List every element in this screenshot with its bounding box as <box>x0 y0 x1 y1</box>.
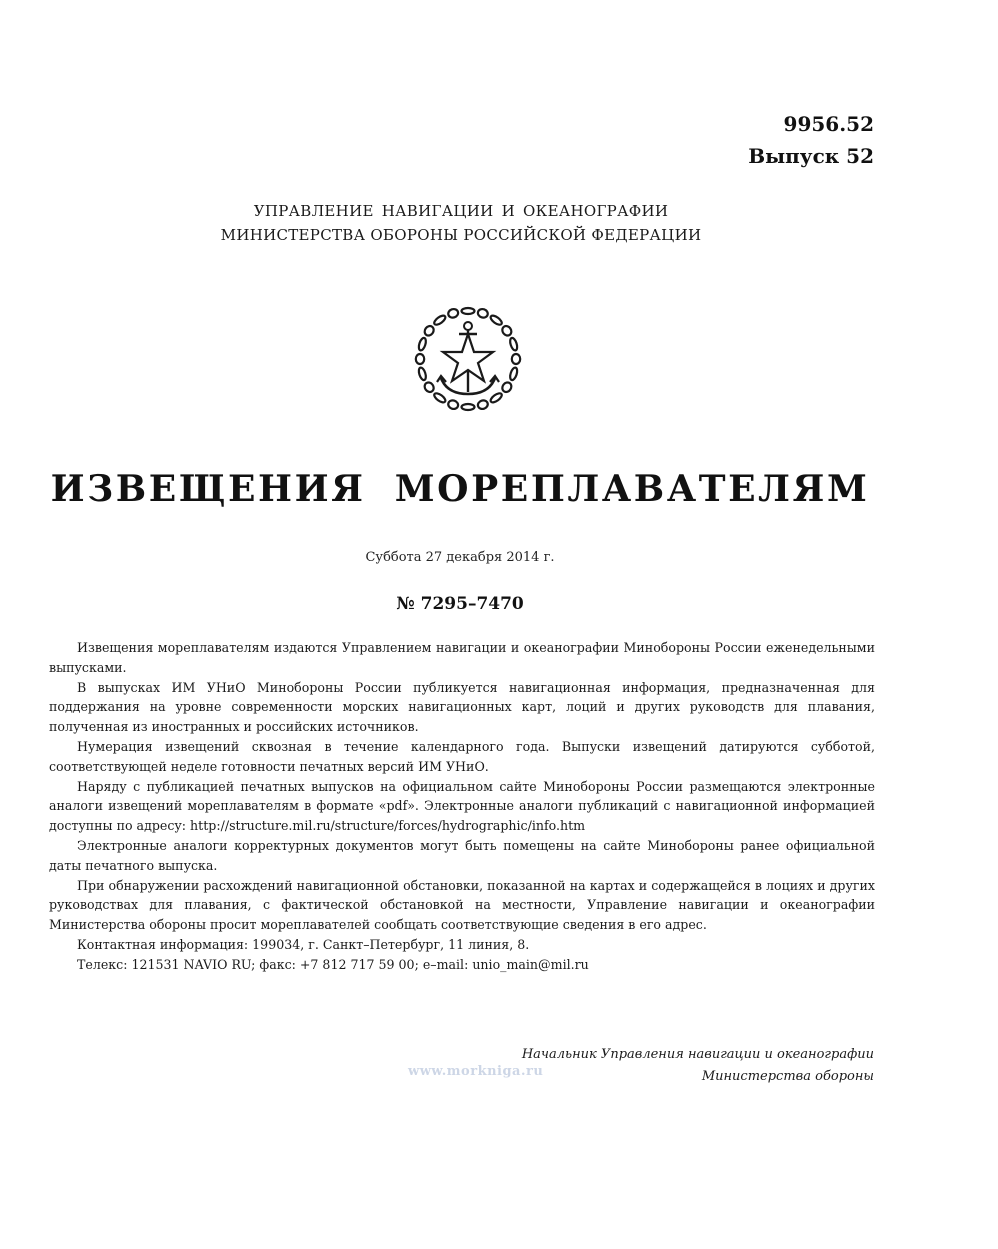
document-number: 9956.52 <box>783 112 874 136</box>
paragraph-electronic: Наряду с публикацией печатных выпусков на официальном сайте Минобороны России размещаются электронные аналоги извещений мореплавателям в формате «pdf». Электронные аналоги публикаций с навигационной информацией доступны по адресу: http://structure.mil.ru/structure/forces/hydrographic/info.htm <box>49 778 875 834</box>
signature-line-1: Начальник Управления навигации и океанографии <box>521 1047 874 1062</box>
naval-anchor-star-emblem-icon <box>413 304 523 414</box>
issue-date: Суббота 27 декабря 2014 г. <box>365 550 555 565</box>
organization-line-2: МИНИСТЕРСТВА ОБОРОНЫ РОССИЙСКОЙ ФЕДЕРАЦИИ <box>220 226 702 244</box>
watermark: www.morkniga.ru <box>408 1064 544 1079</box>
paragraph-early-publication: Электронные аналоги корректурных документов могут быть помещены на сайте Минобороны ранее официальной даты печатного выпуска. <box>49 837 875 873</box>
signature-block <box>522 1044 874 1088</box>
paragraph-numbering: Нумерация извещений сквозная в течение календарного года. Выпуски извещений датируются субботой, соответствующей неделе готовности печатных версий ИМ УНиО. <box>49 738 875 774</box>
paragraph-publication: Извещения мореплавателям издаются Управлением навигации и океанографии Минобороны России еженедельными выпусками. <box>49 640 875 675</box>
paragraph-content: В выпусках ИМ УНиО Минобороны России публикуется навигационная информация, предназначенная для поддержания на уровне современности морских навигационных карт, лоций и других руководств для плавания, полученная из иностранных и российских источников. <box>49 679 875 735</box>
notice-number-range: № 7295–7470 <box>396 594 524 614</box>
contact-info: Контактная информация: 199034, г. Санкт–Петербург, 11 линия, 8. <box>77 936 530 952</box>
telex-fax-email: Телекс: 121531 NAVIO RU; факс: +7 812 717 59 00; e–mail: unio_main@mil.ru <box>77 956 589 972</box>
issue-number: Выпуск 52 <box>748 144 874 168</box>
body-text <box>49 638 875 975</box>
main-title: ИЗВЕЩЕНИЯ МОРЕПЛАВАТЕЛЯМ <box>50 468 870 510</box>
paragraph-discrepancies: При обнаружении расхождений навигационной обстановки, показанной на картах и содержащейся в лоциях и других руководствах для плавания, с фактической обстановкой на местности, Управление навигации и океанографии Министерства обороны просит мореплавателей сообщать соответствующие сведения в его адрес. <box>49 877 875 933</box>
organization-line-1: УПРАВЛЕНИЕ НАВИГАЦИИ И ОКЕАНОГРАФИИ <box>253 202 669 220</box>
signature-line-2: Министерства обороны <box>701 1069 874 1084</box>
